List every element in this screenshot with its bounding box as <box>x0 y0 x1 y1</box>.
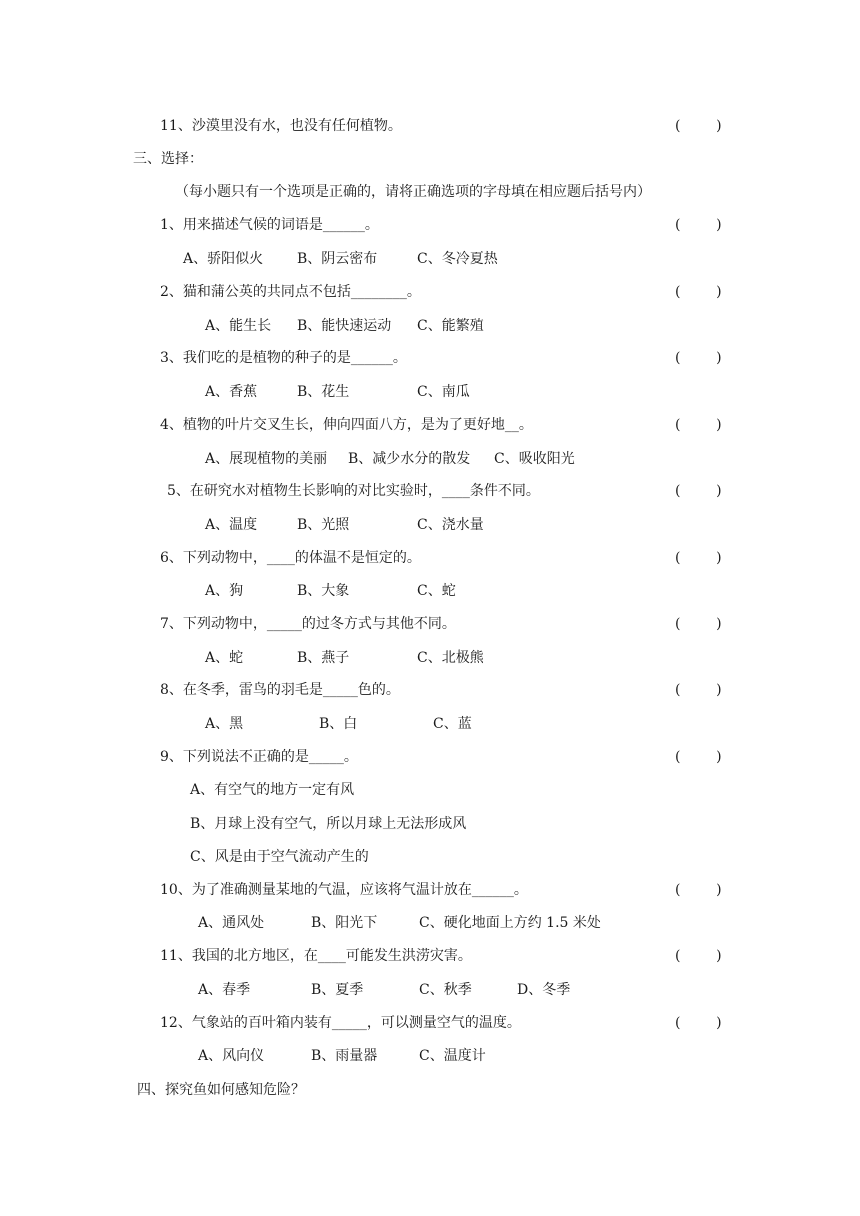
option-a: A、黑 <box>205 716 244 732</box>
option-c: C、南瓜 <box>417 384 470 400</box>
option-d: D、冬季 <box>517 982 571 998</box>
question-4: 4、植物的叶片交叉生长，伸向四面八方，是为了更好地__。 <box>160 417 533 433</box>
answer-paren[interactable]: ( ) <box>675 749 722 765</box>
option-a: A、有空气的地方一定有风 <box>190 782 355 798</box>
question-3: 3、我们吃的是植物的种子的是______。 <box>160 350 407 366</box>
option-b: B、燕子 <box>297 650 350 666</box>
option-b: B、花生 <box>297 384 350 400</box>
option-c: C、能繁殖 <box>417 318 484 334</box>
answer-paren[interactable]: ( ) <box>675 350 722 366</box>
question-8: 8、在冬季，雷鸟的羽毛是_____色的。 <box>160 682 400 698</box>
answer-paren[interactable]: ( ) <box>675 417 722 433</box>
option-c: C、风是由于空气流动产生的 <box>190 849 369 865</box>
option-a: A、通风处 <box>198 915 265 931</box>
option-b: B、阴云密布 <box>297 251 378 267</box>
question-6: 6、下列动物中，____的体温不是恒定的。 <box>160 550 421 566</box>
question-1: 1、用来描述气候的词语是______。 <box>160 217 379 233</box>
judge-question-11: 11、沙漠里没有水，也没有任何植物。 <box>160 118 402 134</box>
option-a: A、蛇 <box>205 650 244 666</box>
question-5: 5、在研究水对植物生长影响的对比实验时，____条件不同。 <box>167 483 540 499</box>
option-b: B、光照 <box>297 517 350 533</box>
option-a: A、风向仪 <box>198 1048 265 1064</box>
option-c: C、硬化地面上方约 1.5 米处 <box>419 915 601 931</box>
answer-paren[interactable]: ( ) <box>675 118 722 134</box>
option-b: B、大象 <box>297 583 350 599</box>
answer-paren[interactable]: ( ) <box>675 948 722 964</box>
option-c: C、温度计 <box>419 1048 486 1064</box>
option-b: B、雨量器 <box>311 1048 378 1064</box>
answer-paren[interactable]: ( ) <box>675 682 722 698</box>
question-10: 10、为了准确测量某地的气温，应该将气温计放在______。 <box>160 882 528 898</box>
option-a: A、能生长 <box>205 318 272 334</box>
option-c: C、浇水量 <box>417 517 484 533</box>
option-b: B、夏季 <box>311 982 364 998</box>
option-b: B、阳光下 <box>311 915 378 931</box>
question-2: 2、猫和蒲公英的共同点不包括________。 <box>160 284 421 300</box>
option-c: C、蓝 <box>433 716 472 732</box>
option-c: C、北极熊 <box>417 650 484 666</box>
option-a: A、狗 <box>205 583 244 599</box>
question-12: 12、气象站的百叶箱内装有_____，可以测量空气的温度。 <box>160 1015 521 1031</box>
answer-paren[interactable]: ( ) <box>675 616 722 632</box>
answer-paren[interactable]: ( ) <box>675 1015 722 1031</box>
question-7: 7、下列动物中，_____的过冬方式与其他不同。 <box>160 616 456 632</box>
answer-paren[interactable]: ( ) <box>675 483 722 499</box>
section-heading: 三、选择： <box>133 151 203 167</box>
option-b: B、能快速运动 <box>297 318 392 334</box>
answer-paren[interactable]: ( ) <box>675 550 722 566</box>
option-a: A、温度 <box>205 517 258 533</box>
section-instruction: （每小题只有一个选项是正确的，请将正确选项的字母填在相应题后括号内） <box>175 184 651 200</box>
option-c: C、吸收阳光 <box>494 451 575 467</box>
option-c: C、秋季 <box>419 982 472 998</box>
option-b: B、减少水分的散发 <box>348 451 471 467</box>
option-a: A、春季 <box>198 982 251 998</box>
section-heading: 四、探究鱼如何感知危险？ <box>137 1082 305 1098</box>
option-a: A、展现植物的美丽 <box>205 451 328 467</box>
question-11: 11、我国的北方地区，在____可能发生洪涝灾害。 <box>160 948 472 964</box>
option-c: C、蛇 <box>417 583 456 599</box>
option-a: A、香蕉 <box>205 384 258 400</box>
question-9: 9、下列说法不正确的是_____。 <box>160 749 358 765</box>
option-b: B、白 <box>319 716 358 732</box>
option-c: C、冬冷夏热 <box>417 251 498 267</box>
option-a: A、骄阳似火 <box>183 251 264 267</box>
answer-paren[interactable]: ( ) <box>675 217 722 233</box>
answer-paren[interactable]: ( ) <box>675 882 722 898</box>
answer-paren[interactable]: ( ) <box>675 284 722 300</box>
option-b: B、月球上没有空气，所以月球上无法形成风 <box>190 816 467 832</box>
